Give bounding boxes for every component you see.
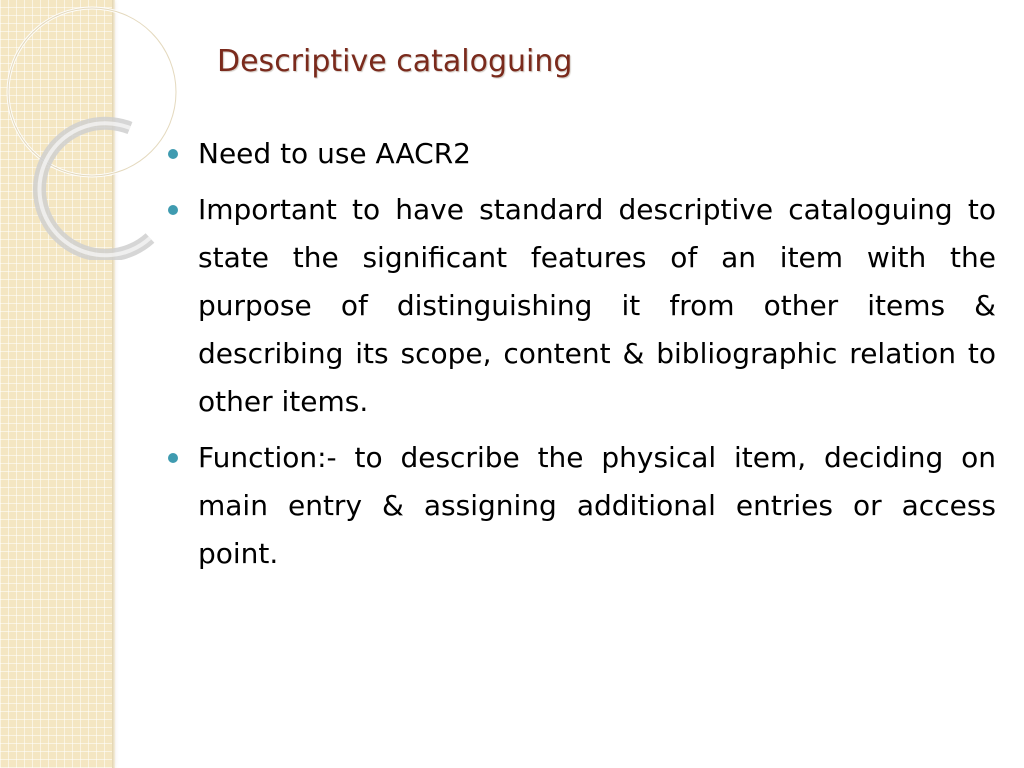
bullet-item	[162, 434, 996, 578]
bullet-item	[162, 186, 996, 426]
bullet-text: Important to have standard descriptive cataloguing to state the significant features of an item with the purpose of distinguishing it from other items & describing its scope, content & bibliographic relation to other items.	[198, 193, 996, 418]
slide-title: Descriptive cataloguing	[217, 44, 573, 79]
bullet-list	[162, 130, 996, 586]
side-panel-divider	[112, 0, 115, 768]
bullet-dot-icon	[168, 453, 178, 463]
bullet-item	[162, 130, 996, 178]
decorative-side-panel	[0, 0, 112, 768]
bullet-text: Need to use AACR2	[198, 137, 471, 170]
bullet-dot-icon	[168, 149, 178, 159]
bullet-dot-icon	[168, 205, 178, 215]
bullet-text: Function:- to describe the physical item, deciding on main entry & assigning additional entries or access point.	[198, 441, 996, 570]
